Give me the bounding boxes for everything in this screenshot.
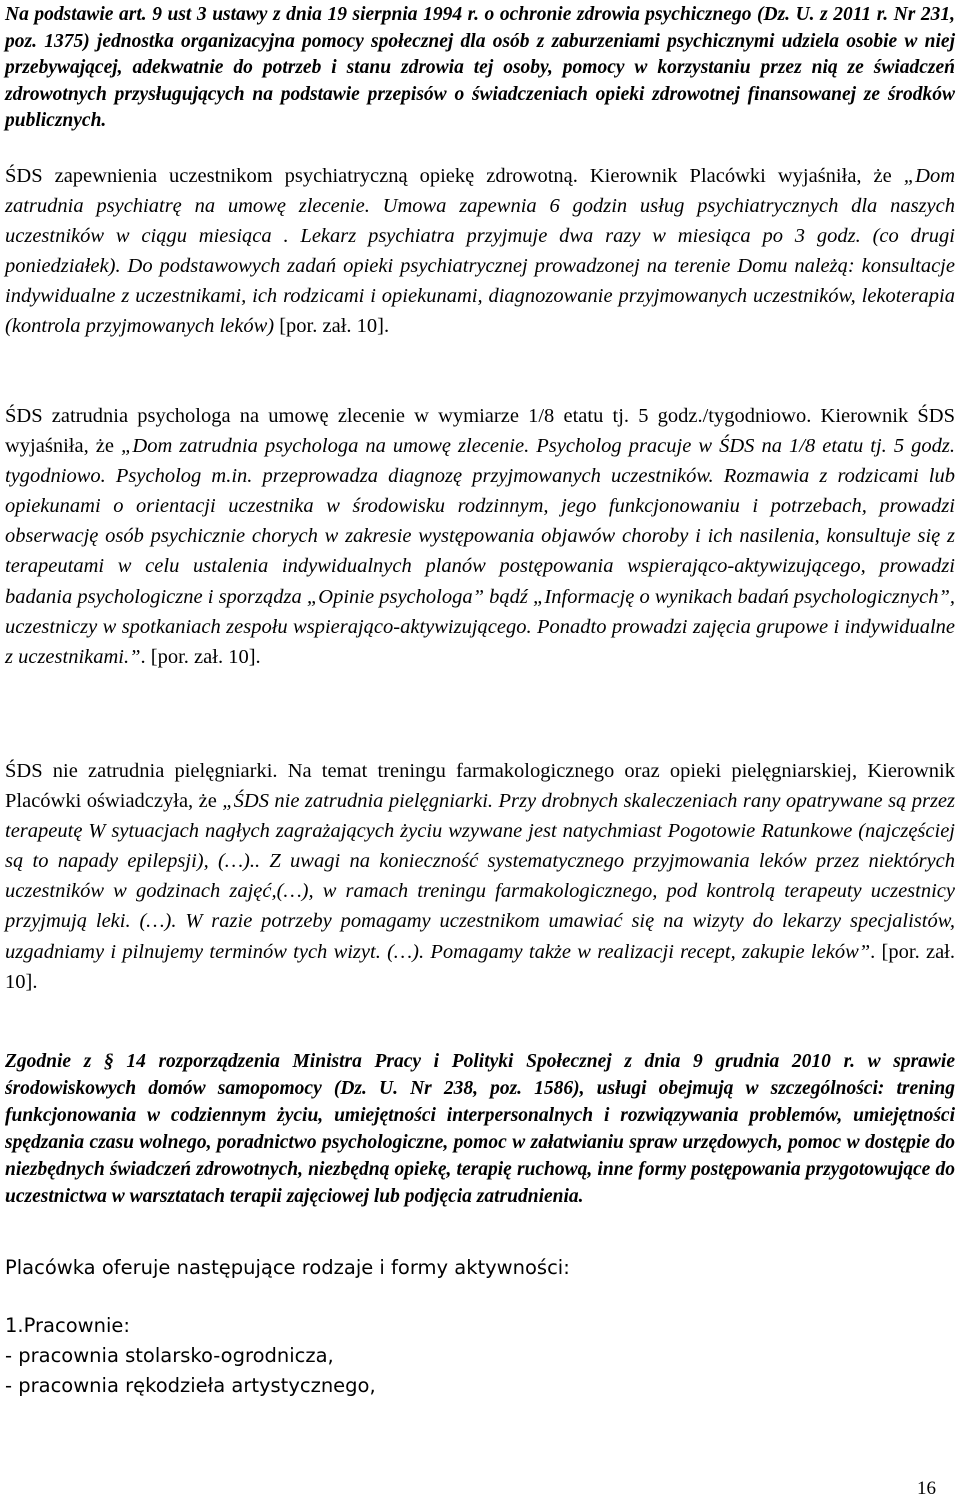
text-run: „Dom zatrudnia psychologa na umowę zlecenie. Psycholog pracuje w ŚDS na 1/8 etatu tj. 5 godz. tygodniowo. Psycholog m.in. przeprowadza diagnozę przyjmowanych uczestników. Rozmawia z rodzicami lub opiekunami o orientacji uczestnika w środowisku rodzinnym, jego funkcjonowaniu i potrzebach, prowadzi obserwację osób psychicznie chorych w zakresie występowania objawów choroby i ich nasilenia, konsultuje się z terapeutami w celu ustalenia indywidualnych planów postępowania wspierająco-aktywizującego, prowadzi badania psychologiczne i sporządza „Opinie psychologa” bądź „Informację o wynikach badań psychologicznych”, uczestniczy w spotkaniach zespołu wspierająco-aktywizującego. Ponadto prowadzi zajęcia grupowe i indywidualne z uczestnikami.”	[5, 435, 955, 668]
list-item: - pracownia stolarsko-ogrodnicza,	[5, 1344, 334, 1367]
nursing-paragraph	[5, 756, 955, 997]
list-heading: 1.Pracownie:	[5, 1314, 130, 1337]
text-run: ŚDS nie zatrudnia pielęgniarki. Na temat treningu farmakologicznego oraz opieki pielęgniarskiej, Kierownik Placówki oświadczyła, że	[5, 760, 955, 813]
text-run: . [por. zał. 10].	[5, 940, 955, 993]
text-run: [por. zał. 10].	[274, 315, 390, 338]
page-number: 16	[917, 1478, 936, 1499]
text-run: „Dom zatrudnia psychiatrę na umowę zlecenie. Umowa zapewnia 6 godzin usług psychiatrycznych dla naszych uczestników w ciągu miesiąca . Lekarz psychiatra przyjmuje dwa razy w miesiąca po 3 godz. (co drugi poniedziałek).	[5, 165, 955, 278]
offer-intro-paragraph: Placówka oferuje następujące rodzaje i formy aktywności:	[5, 1256, 570, 1279]
psychiatric-care-paragraph	[5, 161, 955, 342]
text-run: ŚDS zapewnienia uczestnikom psychiatryczną opiekę zdrowotną. Kierownik Placówki wyjaśniła, że	[5, 165, 904, 187]
workshops-list	[5, 1311, 955, 1401]
text-run: „ŚDS nie zatrudnia pielęgniarki. Przy drobnych skaleczeniach rany opatrywane są przez terapeutę W sytuacjach nagłych zagrażających życiu wzywane jest natychmiast Pogotowie Ratunkowe (najczęściej są to napady epilepsji), (…).. Z uwagi na konieczność systematycznego przyjmowania leków przez niektórych uczestników w godzinach zajęć,(…), w ramach treningu farmakologicznego, pod kontrolą terapeuty uczestnicy przyjmują leki. (…). W razie potrzeby pomagamy uczestnikom umawiać się na wizyty do lekarzy specjalistów, uzgadniamy i pilnujemy terminów tych wizyt. (…). Pomagamy także w realizacji recept, zakupie leków”	[5, 790, 956, 963]
text-run: Do podstawowych zadań opieki psychiatrycznej prowadzonej na terenie Domu należą: konsultacje indywidualne z uczestnikami, ich rodzicami i opiekunami, diagnozowanie przyjmowanych uczestników, lekoterapia (kontrola przyjmowanych leków)	[5, 255, 955, 338]
list-item: - pracownia rękodzieła artystycznego,	[5, 1374, 376, 1397]
psychologist-paragraph	[5, 401, 955, 672]
text-run: . [por. zał. 10].	[140, 645, 261, 668]
legal-basis-paragraph: Na podstawie art. 9 ust 3 ustawy z dnia 19 sierpnia 1994 r. o ochronie zdrowia psychicznego (Dz. U. z 2011 r. Nr 231, poz. 1375) jednostka organizacyjna pomocy społecznej dla osób z zaburzeniami psychicznymi udziela osobie w niej przebywającej, adekwatnie do potrzeb i stanu zdrowia tej osoby, pomocy w korzystaniu przez nią ze świadczeń zdrowotnych przysługujących na podstawie przepisów o świadczeniach opieki zdrowotnej finansowanej ze środków publicznych.	[5, 4, 955, 131]
regulation-paragraph: Zgodnie z § 14 rozporządzenia Ministra Pracy i Polityki Społecznej z dnia 9 grudnia 2010 r. w sprawie środowiskowych domów samopomocy (Dz. U. Nr 238, poz. 1586), usługi obejmują w szczególności: trening funkcjonowania w codziennym życiu, umiejętności interpersonalnych i rozwiązywania problemów, umiejętności spędzania czasu wolnego, poradnictwo psychologiczne, pomoc w załatwianiu spraw urzędowych, pomoc w dostępie do niezbędnych świadczeń zdrowotnych, niezbędną opiekę, terapię ruchową, inne formy postępowania przygotowujące do uczestnictwa w warsztatach terapii zajęciowej lub podjęcia zatrudnienia.	[5, 1051, 955, 1208]
text-run: ŚDS zatrudnia psychologa na umowę zlecenie w wymiarze 1/8 etatu tj. 5 godz./tygodniowo. Kierownik ŚDS wyjaśniła, że	[5, 405, 955, 458]
